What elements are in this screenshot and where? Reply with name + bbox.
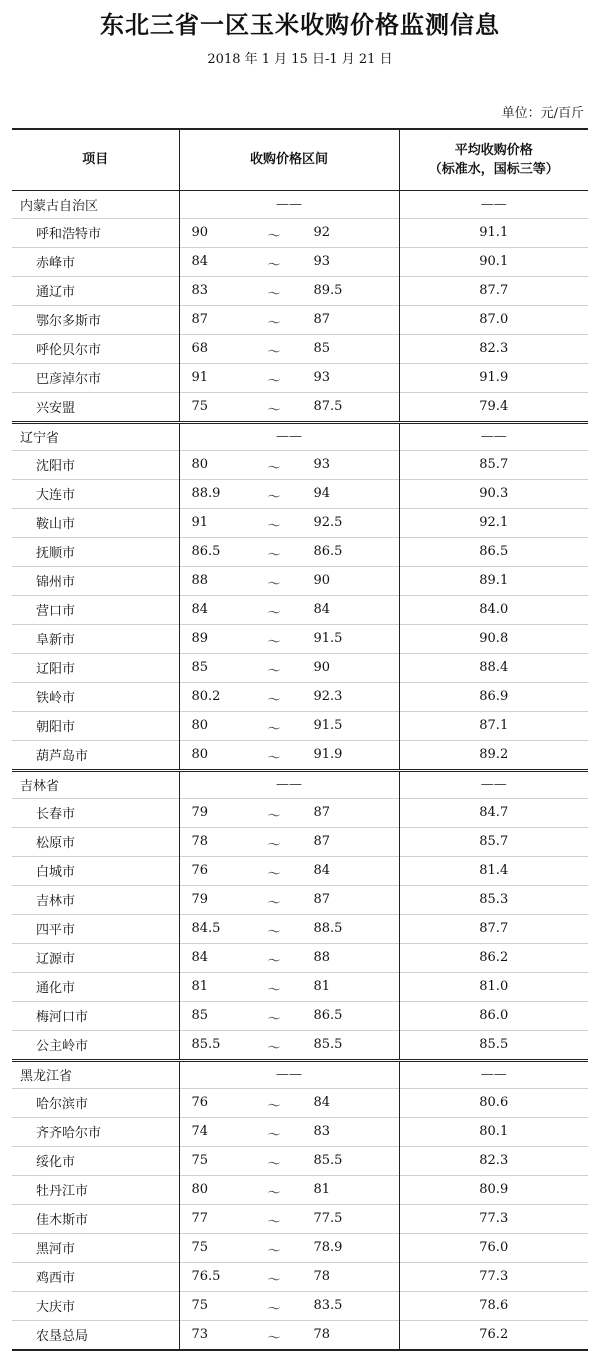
range-low: 88 [191,572,209,588]
range-tilde: ～ [267,750,281,766]
avg-price: 87.0 [399,305,588,334]
table-header-row [12,129,588,190]
city-row [12,885,588,914]
city-name: 抚顺市 [12,537,179,566]
city-row [12,218,588,247]
range-low: 86.5 [191,543,221,559]
range-high: 90 [313,572,331,588]
city-row [12,1146,588,1175]
range-tilde: ～ [267,315,281,331]
city-name: 营口市 [12,595,179,624]
range-high: 92.5 [313,514,343,530]
range-high: 88.5 [313,920,343,936]
city-name: 阜新市 [12,624,179,653]
city-row [12,1117,588,1146]
range-tilde: ～ [267,808,281,824]
avg-price: 85.7 [399,450,588,479]
city-row [12,943,588,972]
avg-price: 91.9 [399,363,588,392]
price-range [180,596,399,624]
price-range [180,538,399,566]
range-low: 80 [191,456,209,472]
avg-price: 86.0 [399,1001,588,1030]
price-range [180,509,399,537]
price-range [180,712,399,740]
page-title: 东北三省一区玉米收购价格监测信息 [100,11,500,39]
range-tilde: ～ [267,460,281,476]
range-tilde: ～ [267,1243,281,1259]
range-high: 88 [313,949,331,965]
price-range [180,1234,399,1262]
range-tilde: ～ [267,1156,281,1172]
range-tilde: ～ [267,373,281,389]
range-low: 76 [191,862,209,878]
table-body [12,190,588,1350]
range-low: 75 [191,398,209,414]
range-tilde: ～ [267,721,281,737]
range-high: 78 [313,1326,331,1342]
city-row [12,624,588,653]
province-name: 黑龙江省 [12,1060,179,1088]
price-table [12,128,588,1351]
city-row [12,914,588,943]
city-row [12,508,588,537]
range-low: 75 [191,1297,209,1313]
range-tilde: ～ [267,547,281,563]
price-range [180,451,399,479]
province-name: 吉林省 [12,770,179,798]
range-tilde: ～ [267,895,281,911]
range-low: 84 [191,601,209,617]
avg-price: 85.7 [399,827,588,856]
price-range [180,1292,399,1320]
price-range [180,654,399,682]
range-tilde: ～ [267,605,281,621]
city-name: 赤峰市 [12,247,179,276]
city-name: 鸡西市 [12,1262,179,1291]
city-row [12,363,588,392]
range-low: 76 [191,1094,209,1110]
avg-price: 91.1 [399,218,588,247]
avg-price: 92.1 [399,508,588,537]
avg-price: 86.9 [399,682,588,711]
range-low: 80.2 [191,688,221,704]
price-range [180,1176,399,1204]
avg-price: 80.6 [399,1088,588,1117]
range-high: 90 [313,659,331,675]
range-low: 81 [191,978,209,994]
range-tilde: ～ [267,257,281,273]
city-row [12,276,588,305]
city-name: 呼伦贝尔市 [12,334,179,363]
range-tilde: ～ [267,663,281,679]
range-low: 84 [191,253,209,269]
range-tilde: ～ [267,1040,281,1056]
range-placeholder: —— [179,190,399,218]
range-low: 90 [191,224,209,240]
range-low: 77 [191,1210,209,1226]
city-row [12,595,588,624]
range-tilde: ～ [267,1127,281,1143]
range-high: 87 [313,311,331,327]
range-low: 87 [191,311,209,327]
range-low: 85 [191,1007,209,1023]
city-name: 通化市 [12,972,179,1001]
city-name: 辽阳市 [12,653,179,682]
city-name: 辽源市 [12,943,179,972]
range-high: 85.5 [313,1036,343,1052]
range-high: 86.5 [313,543,343,559]
avg-price: 82.3 [399,1146,588,1175]
city-row [12,537,588,566]
avg-placeholder: —— [399,1060,588,1088]
city-name: 黑河市 [12,1233,179,1262]
range-high: 84 [313,1094,331,1110]
price-range [180,248,399,276]
city-name: 农垦总局 [12,1320,179,1350]
city-name: 白城市 [12,856,179,885]
price-range [180,393,399,421]
price-range [180,1321,399,1349]
range-tilde: ～ [267,576,281,592]
city-name: 梅河口市 [12,1001,179,1030]
range-high: 77.5 [313,1210,343,1226]
avg-price: 76.0 [399,1233,588,1262]
avg-price: 85.5 [399,1030,588,1060]
city-name: 佳木斯市 [12,1204,179,1233]
range-tilde: ～ [267,692,281,708]
city-row [12,1262,588,1291]
range-low: 84.5 [191,920,221,936]
avg-price: 89.1 [399,566,588,595]
city-row [12,653,588,682]
price-range [180,335,399,363]
avg-price: 77.3 [399,1204,588,1233]
range-tilde: ～ [267,228,281,244]
city-row [12,682,588,711]
city-name: 长春市 [12,798,179,827]
range-low: 88.9 [191,485,221,501]
range-high: 91.5 [313,630,343,646]
range-high: 92 [313,224,331,240]
province-row [12,422,588,450]
range-tilde: ～ [267,924,281,940]
range-low: 76.5 [191,1268,221,1284]
price-range [180,915,399,943]
range-placeholder: —— [179,422,399,450]
province-row [12,190,588,218]
city-name: 哈尔滨市 [12,1088,179,1117]
city-row [12,711,588,740]
range-placeholder: —— [179,770,399,798]
avg-price: 88.4 [399,653,588,682]
avg-price: 89.2 [399,740,588,770]
avg-price: 84.7 [399,798,588,827]
city-row [12,334,588,363]
range-low: 85.5 [191,1036,221,1052]
range-high: 81 [313,978,331,994]
city-name: 牡丹江市 [12,1175,179,1204]
range-tilde: ～ [267,1330,281,1346]
range-low: 91 [191,514,209,530]
city-name: 鄂尔多斯市 [12,305,179,334]
avg-price: 82.3 [399,334,588,363]
range-low: 89 [191,630,209,646]
range-tilde: ～ [267,866,281,882]
price-range [180,828,399,856]
range-low: 79 [191,804,209,820]
province-name: 辽宁省 [12,422,179,450]
price-range [180,306,399,334]
range-low: 73 [191,1326,209,1342]
range-high: 83.5 [313,1297,343,1313]
avg-price: 90.8 [399,624,588,653]
range-tilde: ～ [267,953,281,969]
range-tilde: ～ [267,982,281,998]
range-tilde: ～ [267,1098,281,1114]
city-row [12,479,588,508]
city-row [12,1204,588,1233]
price-range [180,741,399,769]
range-low: 74 [191,1123,209,1139]
city-row [12,1291,588,1320]
range-high: 86.5 [313,1007,343,1023]
range-low: 80 [191,717,209,733]
city-name: 呼和浩特市 [12,218,179,247]
range-high: 94 [313,485,331,501]
price-range [180,1147,399,1175]
range-tilde: ～ [267,344,281,360]
header-range: 收购价格区间 [179,129,399,190]
city-name: 四平市 [12,914,179,943]
city-row [12,566,588,595]
avg-price: 86.5 [399,537,588,566]
city-name: 兴安盟 [12,392,179,422]
avg-price: 81.0 [399,972,588,1001]
price-range [180,1263,399,1291]
city-name: 绥化市 [12,1146,179,1175]
range-low: 83 [191,282,209,298]
avg-price: 87.1 [399,711,588,740]
range-high: 83 [313,1123,331,1139]
price-range [180,683,399,711]
price-range [180,1031,399,1059]
range-low: 80 [191,746,209,762]
range-tilde: ～ [267,286,281,302]
avg-price: 90.3 [399,479,588,508]
city-row [12,450,588,479]
range-tilde: ～ [267,402,281,418]
range-high: 93 [313,456,331,472]
price-range [180,277,399,305]
range-high: 89.5 [313,282,343,298]
range-tilde: ～ [267,489,281,505]
city-name: 齐齐哈尔市 [12,1117,179,1146]
range-high: 78 [313,1268,331,1284]
range-high: 91.5 [313,717,343,733]
avg-price: 77.3 [399,1262,588,1291]
city-row [12,1030,588,1060]
range-high: 91.9 [313,746,343,762]
range-high: 78.9 [313,1239,343,1255]
range-tilde: ～ [267,634,281,650]
city-row [12,305,588,334]
range-tilde: ～ [267,1185,281,1201]
city-row [12,1001,588,1030]
city-name: 鞍山市 [12,508,179,537]
price-range [180,1118,399,1146]
avg-price: 80.9 [399,1175,588,1204]
range-tilde: ～ [267,518,281,534]
city-name: 锦州市 [12,566,179,595]
unit-label: 单位：元/百斤 [501,106,584,121]
price-range [180,567,399,595]
range-low: 80 [191,1181,209,1197]
avg-placeholder: —— [399,422,588,450]
range-low: 91 [191,369,209,385]
avg-price: 80.1 [399,1117,588,1146]
province-row [12,1060,588,1088]
avg-price: 86.2 [399,943,588,972]
city-name: 巴彦淖尔市 [12,363,179,392]
price-range [180,944,399,972]
city-row [12,1233,588,1262]
price-range [180,1205,399,1233]
range-high: 84 [313,862,331,878]
range-low: 75 [191,1152,209,1168]
avg-price: 78.6 [399,1291,588,1320]
avg-price: 87.7 [399,914,588,943]
avg-placeholder: —— [399,770,588,798]
city-name: 葫芦岛市 [12,740,179,770]
range-low: 68 [191,340,209,356]
avg-price: 79.4 [399,392,588,422]
province-name: 内蒙古自治区 [12,190,179,218]
range-high: 93 [313,369,331,385]
range-high: 92.3 [313,688,343,704]
price-range [180,625,399,653]
avg-price: 81.4 [399,856,588,885]
range-high: 87 [313,804,331,820]
range-high: 84 [313,601,331,617]
city-name: 沈阳市 [12,450,179,479]
price-range [180,1002,399,1030]
city-row [12,1175,588,1204]
city-name: 公主岭市 [12,1030,179,1060]
range-tilde: ～ [267,1011,281,1027]
header-avg [399,129,588,190]
header-avg-line2: （标准水，国标三等） [428,161,559,177]
range-high: 93 [313,253,331,269]
city-name: 松原市 [12,827,179,856]
range-low: 79 [191,891,209,907]
city-name: 铁岭市 [12,682,179,711]
city-name: 大庆市 [12,1291,179,1320]
city-row [12,972,588,1001]
avg-price: 84.0 [399,595,588,624]
range-tilde: ～ [267,1272,281,1288]
city-row [12,798,588,827]
price-range [180,364,399,392]
price-range [180,857,399,885]
avg-price: 76.2 [399,1320,588,1350]
city-name: 朝阳市 [12,711,179,740]
range-high: 81 [313,1181,331,1197]
header-item: 项目 [12,129,179,190]
avg-price: 87.7 [399,276,588,305]
avg-price: 90.1 [399,247,588,276]
city-row [12,856,588,885]
range-high: 87 [313,891,331,907]
city-row [12,392,588,422]
range-tilde: ～ [267,1214,281,1230]
price-range [180,219,399,247]
city-name: 吉林市 [12,885,179,914]
range-high: 85.5 [313,1152,343,1168]
price-range [180,1089,399,1117]
price-range [180,973,399,1001]
city-row [12,1088,588,1117]
province-row [12,770,588,798]
range-tilde: ～ [267,1301,281,1317]
city-row [12,1320,588,1350]
range-placeholder: —— [179,1060,399,1088]
avg-placeholder: —— [399,190,588,218]
city-row [12,827,588,856]
city-name: 通辽市 [12,276,179,305]
range-low: 78 [191,833,209,849]
price-range [180,886,399,914]
range-high: 87.5 [313,398,343,414]
range-high: 87 [313,833,331,849]
date-range: 2018 年 1 月 15 日-1 月 21 日 [207,52,393,67]
range-tilde: ～ [267,837,281,853]
range-low: 84 [191,949,209,965]
city-name: 大连市 [12,479,179,508]
avg-price: 85.3 [399,885,588,914]
range-low: 85 [191,659,209,675]
range-low: 75 [191,1239,209,1255]
header-avg-line1: 平均收购价格 [454,142,533,158]
city-row [12,247,588,276]
price-range [180,480,399,508]
city-row [12,740,588,770]
price-range [180,799,399,827]
range-high: 85 [313,340,331,356]
